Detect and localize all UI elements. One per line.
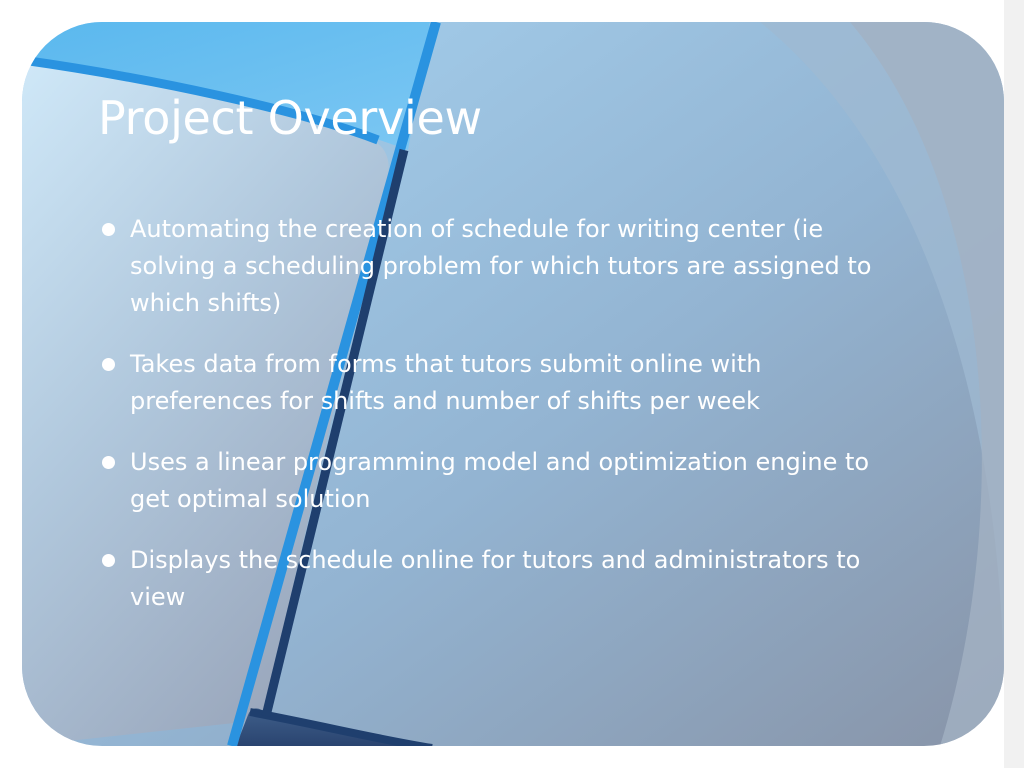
- bullet-text: Takes data from forms that tutors submit online with preferences for shifts and number of shifts per week: [130, 350, 762, 415]
- bullet-dot-icon: [102, 358, 115, 371]
- bullet-list: [98, 211, 898, 640]
- bullet-dot-icon: [102, 554, 115, 567]
- slide-title: Project Overview: [98, 91, 482, 145]
- bullet-dot-icon: [102, 223, 115, 236]
- bullet-dot-icon: [102, 456, 115, 469]
- bullet-item: [98, 444, 898, 518]
- bullet-text: Uses a linear programming model and optimization engine to get optimal solution: [130, 448, 870, 513]
- bullet-text: Displays the schedule online for tutors and administrators to view: [130, 546, 861, 611]
- bullet-text: Automating the creation of schedule for writing center (ie solving a scheduling problem for which tutors are assigned to which shifts): [130, 215, 872, 317]
- bullet-item: [98, 542, 898, 616]
- bullet-item: [98, 211, 898, 322]
- bullet-item: [98, 346, 898, 420]
